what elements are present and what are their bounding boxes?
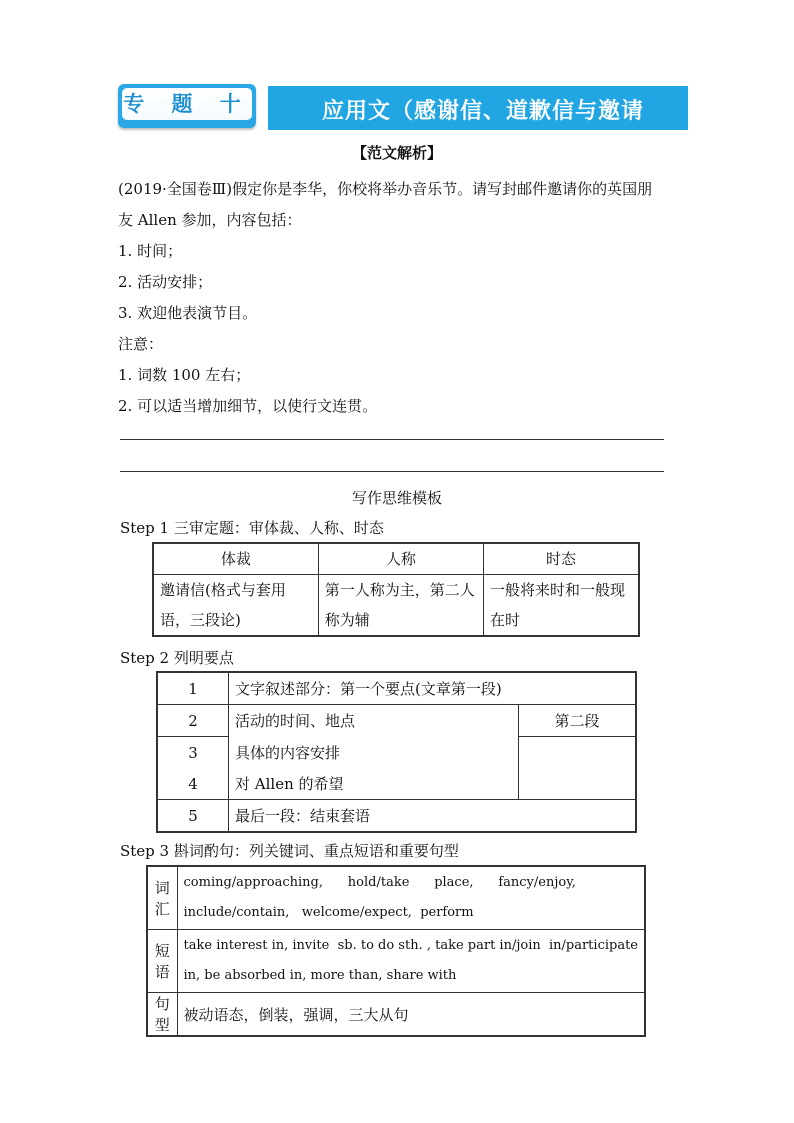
table-row (147, 866, 645, 930)
template-title: 写作思维模板 (351, 489, 442, 507)
table-row (157, 705, 636, 737)
step1-header-genre: 体裁 (153, 543, 318, 575)
step3-head-vocab: 词汇 (147, 866, 177, 930)
step2-text: 最后一段：结束套语 (229, 800, 637, 833)
step1-header-tense: 时态 (483, 543, 639, 575)
step2-table (156, 671, 637, 833)
step3-table (146, 865, 646, 1037)
step2-num: 4 (157, 768, 229, 800)
table-row (157, 800, 636, 833)
step3-phrases: take interest in, invite sb. to do sth. , take part in/join in/participate in, be absorbed in, more than, share with (177, 930, 645, 993)
note-2: 2. 可以适当增加细节，以使行文连贯。 (118, 397, 378, 415)
step2-label: Step 2 列明要点 (120, 649, 234, 667)
prompt-item-1: 1. 时间； (118, 242, 183, 260)
prompt-line-1: (2019·全国卷Ⅲ)假定你是李华，你校将举办音乐节。请写封邮件邀请你的英国朋 (118, 180, 653, 198)
step1-cell-tense: 一般将来时和一般现 在时 (483, 575, 639, 637)
topic-badge-label: 专 题 十 (122, 88, 252, 120)
prompt-item-3: 3. 欢迎他表演节目。 (118, 304, 258, 322)
step2-num: 5 (157, 800, 229, 833)
note-label: 注意： (118, 335, 164, 353)
step3-label: Step 3 斟词酌句：列关键词、重点短语和重要句型 (120, 842, 459, 860)
topic-badge (118, 84, 256, 128)
table-row (147, 930, 645, 993)
step1-label: Step 1 三审定题：审体裁、人称、时态 (120, 519, 384, 537)
topic-title: 应用文（感谢信、道歉信与邀请 (322, 99, 645, 124)
step1-cell-genre: 邀请信(格式与套用 语，三段论) (153, 575, 318, 637)
step2-text: 具体的内容安排 (229, 737, 519, 769)
section-title: 【范文解析】 (351, 144, 442, 162)
step2-text: 文字叙述部分：第一个要点(文章第一段) (229, 672, 637, 705)
prompt-line-2: 友 Allen 参加，内容包括： (118, 211, 302, 229)
step3-sentences: 被动语态，倒装，强调，三大从句 (177, 993, 645, 1037)
step2-text: 对 Allen 的希望 (229, 768, 519, 800)
step1-cell-person: 第一人称为主，第二人 称为辅 (318, 575, 483, 637)
note-1: 1. 词数 100 左右； (118, 366, 251, 384)
step2-num: 1 (157, 672, 229, 705)
step1-header-person: 人称 (318, 543, 483, 575)
step3-head-phrases: 短语 (147, 930, 177, 993)
step2-side-label: 第二段 (519, 705, 637, 737)
table-row (157, 672, 636, 705)
step2-text: 活动的时间、地点 (229, 705, 519, 737)
step3-head-sentences: 句型 (147, 993, 177, 1037)
table-row (147, 993, 645, 1037)
answer-line-1 (120, 439, 664, 440)
step1-table (152, 542, 640, 637)
topic-title-bar (268, 86, 688, 130)
answer-line-2 (120, 471, 664, 472)
step2-num: 2 (157, 705, 229, 737)
step2-side-empty (519, 737, 637, 800)
step3-vocab: coming/approaching, hold/take place, fancy/enjoy, include/contain, welcome/expect, perform (177, 866, 645, 930)
prompt-item-2: 2. 活动安排； (118, 273, 213, 291)
step2-num: 3 (157, 737, 229, 769)
table-row (157, 737, 636, 769)
